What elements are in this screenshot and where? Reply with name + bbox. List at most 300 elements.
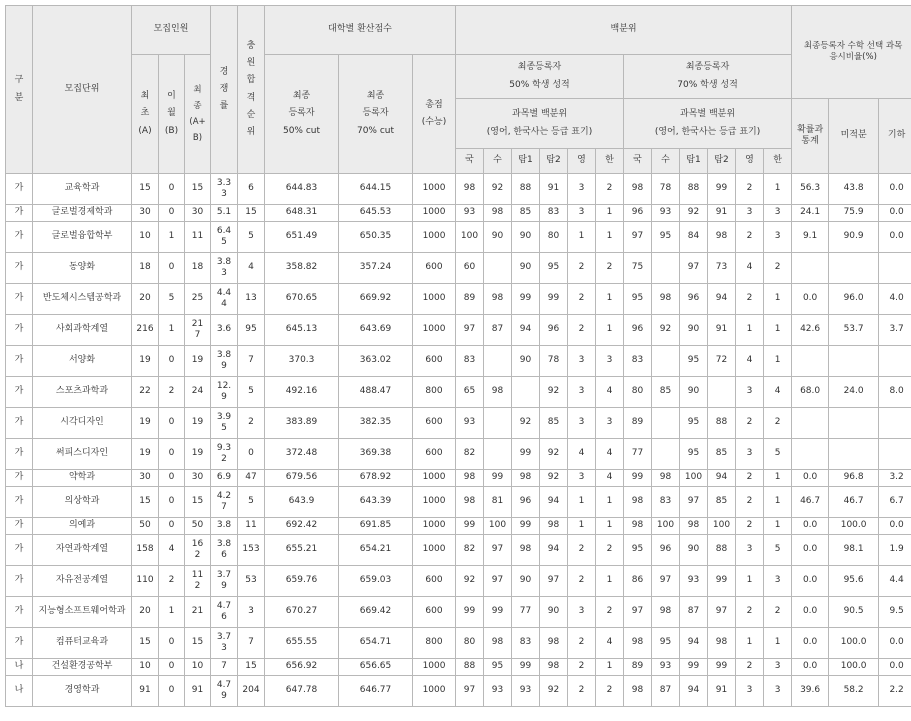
cell-rank: 47 [238,470,265,487]
cell-math: 68.0 [792,377,829,408]
cell-p50: 60 [456,253,484,284]
table-row [6,566,911,597]
cell-p70: 75 [624,253,652,284]
cell-p70: 100 [680,470,708,487]
cell-cut50: 679.56 [265,470,339,487]
cell-p70: 73 [708,253,736,284]
cell-cut50: 651.49 [265,222,339,253]
cell-p50: 90 [540,597,568,628]
cell-p50: 2 [596,676,624,707]
header-converted: 대학별 환산점수 [265,6,456,55]
cell-p50: 87 [484,315,512,346]
cell-p70: 98 [624,518,652,535]
cell-p70: 99 [680,659,708,676]
cell-cut50: 647.78 [265,676,339,707]
cell-p50: 88 [512,174,540,205]
cell-total: 1000 [413,284,456,315]
cell-cut70: 659.03 [339,566,413,597]
cell-p70: 90 [680,535,708,566]
cell-gubun: 가 [6,174,33,205]
cell-p70: 87 [652,676,680,707]
cell-p50: 85 [540,408,568,439]
cell-unit-name: 서양화 [33,346,132,377]
cell-competition: 12. 9 [211,377,238,408]
cell-p50: 1 [568,487,596,518]
cell-rank: 153 [238,535,265,566]
cell-cut70: 646.77 [339,676,413,707]
cell-p70: 99 [708,659,736,676]
cell-p70: 98 [708,222,736,253]
cell-p70: 94 [680,628,708,659]
cell-p70: 91 [708,315,736,346]
cell-gubun: 가 [6,346,33,377]
cell-p70: 97 [680,253,708,284]
cell-p70: 95 [624,535,652,566]
cell-transfer: 1 [159,597,185,628]
cell-p70: 3 [764,676,792,707]
cell-initial: 30 [132,470,159,487]
cell-p50: 77 [512,597,540,628]
cell-total: 600 [413,597,456,628]
cell-initial: 19 [132,439,159,470]
header-total: 총점 (수능) [413,55,456,174]
header-subject-50-4: 영 [568,149,596,174]
table-row [6,487,911,518]
cell-p50: 99 [512,284,540,315]
cell-cut50: 644.83 [265,174,339,205]
cell-p70: 96 [680,284,708,315]
cell-p50: 83 [456,346,484,377]
cell-p50: 3 [568,346,596,377]
cell-math [792,439,829,470]
cell-math: 0.0 [879,205,911,222]
header-cut50: 최종 등록자 50% cut [265,55,339,174]
cell-p50: 4 [596,439,624,470]
cell-p50: 2 [596,174,624,205]
cell-gubun: 가 [6,597,33,628]
cell-total: 1000 [413,222,456,253]
cell-p50: 2 [568,315,596,346]
cell-total: 1000 [413,518,456,535]
cell-p50: 99 [456,518,484,535]
cell-unit-name: 글로벌경제학과 [33,205,132,222]
cell-p50: 91 [540,174,568,205]
cell-unit-name: 스포츠과학과 [33,377,132,408]
cell-p70: 98 [624,628,652,659]
cell-p70: 2 [736,174,764,205]
cell-unit-name: 사회과학계열 [33,315,132,346]
cell-gubun: 가 [6,315,33,346]
cell-math: 98.1 [829,535,879,566]
cell-p50: 98 [456,487,484,518]
cell-p70 [652,439,680,470]
cell-transfer: 1 [159,222,185,253]
cell-p70: 95 [624,284,652,315]
cell-math: 3.2 [879,470,911,487]
cell-initial: 216 [132,315,159,346]
cell-p50: 2 [596,535,624,566]
cell-p70: 2 [736,408,764,439]
cell-total: 1000 [413,174,456,205]
cell-p70: 2 [736,659,764,676]
cell-p50: 95 [540,253,568,284]
cell-final: 10 [185,659,211,676]
cell-p50: 92 [540,439,568,470]
header-subject-70-0: 국 [624,149,652,174]
cell-p70: 2 [736,284,764,315]
cell-rank: 5 [238,222,265,253]
table-row [6,205,911,222]
cell-p70: 4 [736,253,764,284]
cell-p50: 83 [540,205,568,222]
cell-p50: 2 [568,628,596,659]
cell-p70: 93 [652,205,680,222]
cell-p70 [652,408,680,439]
cell-p50: 78 [540,346,568,377]
cell-unit-name: 약학과 [33,470,132,487]
cell-p70: 91 [708,676,736,707]
header-geometry: 기하 [879,99,911,174]
cell-p70: 97 [624,222,652,253]
cell-p50: 93 [456,205,484,222]
cell-rank: 5 [238,377,265,408]
cell-total: 600 [413,566,456,597]
cell-final: 91 [185,676,211,707]
cell-math: 56.3 [792,174,829,205]
cell-p50: 98 [484,377,512,408]
cell-rank: 204 [238,676,265,707]
cell-final: 19 [185,408,211,439]
table-row [6,174,911,205]
cell-p70: 85 [652,377,680,408]
header-subject-50-1: 수 [484,149,512,174]
cell-unit-name: 글로벌융합학부 [33,222,132,253]
cell-p70: 92 [652,315,680,346]
cell-p50: 96 [540,315,568,346]
cell-p70: 90 [680,377,708,408]
cell-cut50: 370.3 [265,346,339,377]
cell-cut70: 382.35 [339,408,413,439]
header-subject-50-3: 탐2 [540,149,568,174]
cell-p50: 92 [484,174,512,205]
cell-p70: 3 [736,377,764,408]
cell-competition: 3.3 3 [211,174,238,205]
cell-p50: 2 [568,676,596,707]
cell-p50: 98 [484,628,512,659]
cell-p50: 99 [512,518,540,535]
cell-p70: 2 [736,487,764,518]
header-initial: 최 초 (A) [132,55,159,174]
cell-total: 1000 [413,315,456,346]
cell-p70: 89 [624,408,652,439]
cell-p50 [484,253,512,284]
table-row [6,628,911,659]
cell-initial: 91 [132,676,159,707]
cell-total: 1000 [413,659,456,676]
header-subject70: 과목별 백분위 (영어, 한국사는 등급 표기) [624,99,792,149]
cell-p70: 94 [680,676,708,707]
cell-gubun: 가 [6,205,33,222]
cell-p70: 3 [764,659,792,676]
cell-p70: 85 [708,487,736,518]
cell-p70: 96 [652,535,680,566]
cell-cut50: 656.92 [265,659,339,676]
cell-p50: 3 [568,205,596,222]
cell-p70: 95 [680,439,708,470]
cell-transfer: 1 [159,315,185,346]
cell-gubun: 가 [6,535,33,566]
cell-p50: 94 [540,535,568,566]
header-unit: 모집단위 [33,6,132,174]
cell-p70 [652,253,680,284]
cell-p50: 90 [512,222,540,253]
cell-final: 11 2 [185,566,211,597]
cell-p70: 1 [764,487,792,518]
cell-p50: 90 [512,253,540,284]
cell-total: 1000 [413,487,456,518]
cell-competition: 3.6 [211,315,238,346]
cell-total: 1000 [413,205,456,222]
cell-p50: 82 [456,535,484,566]
cell-p50: 83 [512,628,540,659]
cell-gubun: 나 [6,676,33,707]
cell-p70: 1 [764,518,792,535]
cell-math [829,408,879,439]
cell-p70: 1 [764,315,792,346]
cell-transfer: 0 [159,346,185,377]
cell-math: 9.1 [792,222,829,253]
header-subject-70-5: 한 [764,149,792,174]
cell-rank: 11 [238,518,265,535]
cell-math: 0.0 [792,566,829,597]
header-subject-50-5: 한 [596,149,624,174]
cell-transfer: 0 [159,174,185,205]
cell-p70: 89 [624,659,652,676]
cell-p70: 94 [708,284,736,315]
cell-math [792,346,829,377]
cell-transfer: 0 [159,659,185,676]
cell-p50: 88 [456,659,484,676]
cell-p70: 3 [764,205,792,222]
cell-cut70: 363.02 [339,346,413,377]
cell-p50: 1 [596,315,624,346]
cell-rank: 95 [238,315,265,346]
cell-math: 0.0 [792,518,829,535]
cell-p50: 98 [456,174,484,205]
cell-math: 0.0 [879,518,911,535]
header-calculus: 미적분 [829,99,879,174]
cell-p70: 99 [708,566,736,597]
cell-math: 6.7 [879,487,911,518]
cell-final: 21 [185,597,211,628]
cell-p50: 90 [512,566,540,597]
cell-p50 [484,346,512,377]
cell-final: 11 [185,222,211,253]
table-row [6,439,911,470]
cell-math: 3.7 [879,315,911,346]
cell-p70: 4 [736,346,764,377]
cell-math: 39.6 [792,676,829,707]
cell-cut70: 656.65 [339,659,413,676]
cell-p50: 85 [512,205,540,222]
cell-total: 1000 [413,535,456,566]
cell-p70: 96 [624,315,652,346]
cell-p50: 65 [456,377,484,408]
cell-p70: 3 [764,566,792,597]
cell-p50: 98 [484,205,512,222]
cell-p50: 81 [484,487,512,518]
cell-cut70: 654.71 [339,628,413,659]
cell-unit-name: 써피스디자인 [33,439,132,470]
cell-math: 0.0 [792,535,829,566]
cell-p50: 97 [484,566,512,597]
cell-p70: 1 [764,628,792,659]
cell-initial: 15 [132,487,159,518]
cell-p70: 97 [652,566,680,597]
cell-competition: 4.2 7 [211,487,238,518]
cell-p50: 2 [568,253,596,284]
cell-p70: 93 [680,566,708,597]
cell-math: 2.2 [879,676,911,707]
cell-math: 0.0 [792,284,829,315]
cell-p50: 80 [540,222,568,253]
table-row [6,253,911,284]
cell-math: 90.9 [829,222,879,253]
cell-p50: 99 [540,284,568,315]
cell-p70: 99 [708,174,736,205]
cell-p50: 100 [484,518,512,535]
cell-gubun: 가 [6,377,33,408]
cell-p70: 72 [708,346,736,377]
cell-math: 0.0 [879,174,911,205]
cell-cut50: 670.27 [265,597,339,628]
table-row [6,222,911,253]
cell-p70: 2 [764,597,792,628]
header-subject50: 과목별 백분위 (영어, 한국사는 등급 표기) [456,99,624,149]
cell-p50: 3 [568,408,596,439]
cell-math: 58.2 [829,676,879,707]
table-row [6,470,911,487]
cell-p50: 96 [512,487,540,518]
cell-p70: 98 [652,470,680,487]
cell-transfer: 0 [159,253,185,284]
cell-transfer: 0 [159,628,185,659]
cell-rank: 7 [238,346,265,377]
cell-cut50: 358.82 [265,253,339,284]
cell-gubun: 가 [6,566,33,597]
cell-p50: 2 [596,597,624,628]
cell-p50: 99 [484,597,512,628]
cell-p70: 85 [708,439,736,470]
cell-initial: 30 [132,205,159,222]
cell-competition: 9.3 2 [211,439,238,470]
cell-p70: 1 [736,628,764,659]
cell-cut50: 692.42 [265,518,339,535]
cell-p50: 90 [484,222,512,253]
cell-p50: 89 [456,284,484,315]
cell-math: 100.0 [829,518,879,535]
cell-transfer: 0 [159,487,185,518]
header-recruit: 모집인원 [132,6,211,55]
cell-p50: 92 [456,566,484,597]
cell-p70: 80 [624,377,652,408]
cell-p70: 94 [708,470,736,487]
cell-p50: 97 [456,315,484,346]
header-cut70: 최종 등록자 70% cut [339,55,413,174]
cell-math: 96.0 [829,284,879,315]
cell-competition: 6.9 [211,470,238,487]
cell-p70: 1 [736,315,764,346]
cell-final: 16 2 [185,535,211,566]
cell-p70: 83 [624,346,652,377]
cell-p50: 93 [484,676,512,707]
cell-competition: 4.4 4 [211,284,238,315]
cell-total: 600 [413,253,456,284]
cell-p70: 84 [680,222,708,253]
cell-total: 800 [413,377,456,408]
cell-p70: 88 [708,535,736,566]
cell-p50: 99 [512,659,540,676]
cell-unit-name: 자유전공계열 [33,566,132,597]
table-row [6,518,911,535]
cell-cut50: 643.9 [265,487,339,518]
cell-p50: 97 [456,676,484,707]
cell-math: 0.0 [792,628,829,659]
cell-p50: 98 [456,470,484,487]
cell-math [879,408,911,439]
cell-transfer: 4 [159,535,185,566]
cell-p70: 98 [624,174,652,205]
cell-p70: 99 [624,470,652,487]
table-row [6,408,911,439]
cell-gubun: 가 [6,439,33,470]
cell-p70: 95 [652,222,680,253]
cell-cut70: 644.15 [339,174,413,205]
cell-p50: 3 [568,597,596,628]
admission-results-table [5,5,911,707]
cell-initial: 10 [132,659,159,676]
cell-p70: 2 [764,408,792,439]
cell-p70: 3 [736,676,764,707]
cell-p70: 91 [708,205,736,222]
cell-p70: 5 [764,535,792,566]
cell-initial: 110 [132,566,159,597]
table-header [6,6,911,174]
cell-math: 75.9 [829,205,879,222]
cell-cut70: 669.42 [339,597,413,628]
cell-rank: 6 [238,174,265,205]
cell-p70: 98 [652,284,680,315]
cell-competition: 3.9 5 [211,408,238,439]
cell-cut70: 669.92 [339,284,413,315]
header-subject-70-4: 영 [736,149,764,174]
table-row [6,535,911,566]
cell-cut50: 655.55 [265,628,339,659]
cell-p70: 98 [624,676,652,707]
cell-math: 24.1 [792,205,829,222]
cell-p50: 1 [596,566,624,597]
cell-p70: 98 [680,518,708,535]
table-row [6,659,911,676]
cell-cut70: 488.47 [339,377,413,408]
cell-p70: 98 [652,597,680,628]
cell-p70: 83 [652,487,680,518]
cell-math: 53.7 [829,315,879,346]
table-row [6,597,911,628]
cell-math: 24.0 [829,377,879,408]
cell-p70: 1 [764,470,792,487]
cell-p50: 4 [596,377,624,408]
